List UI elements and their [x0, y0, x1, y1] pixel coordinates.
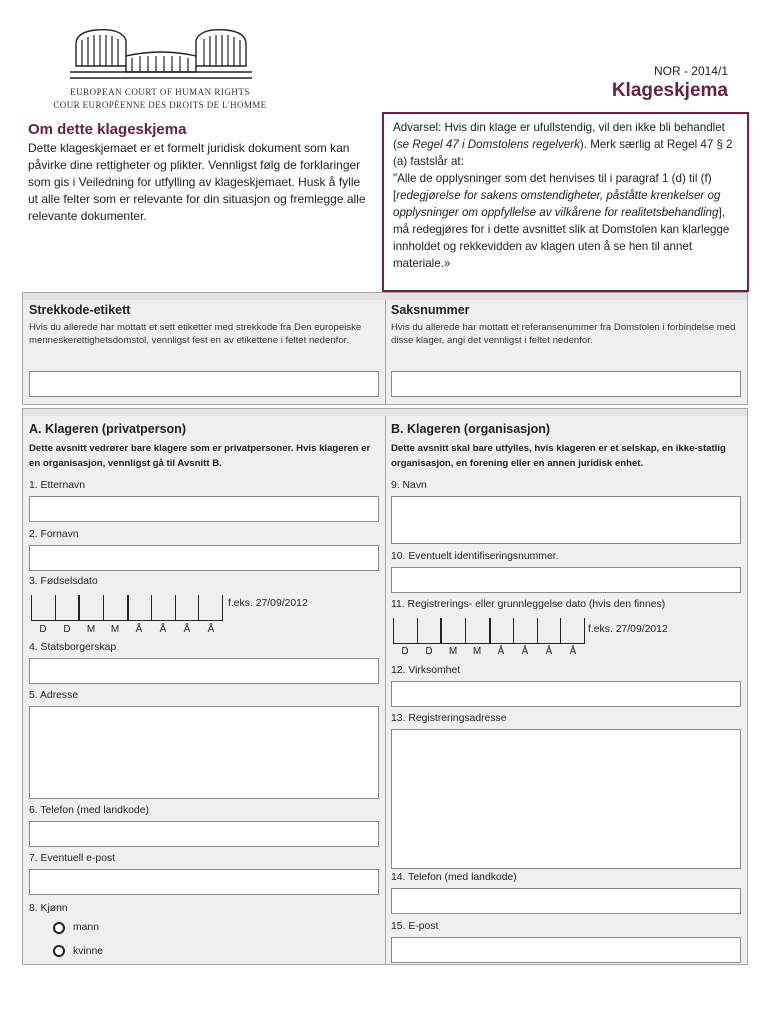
gender-male-label: mann — [73, 922, 99, 933]
surname-field[interactable] — [29, 496, 379, 522]
section-b-note: Dette avsnitt skal bare utfylles, hvis klageren er et selskap, en ikke-statlig organisasjon, en forening eller en annen juridisk enhet. — [391, 443, 726, 469]
first-name-field[interactable] — [29, 545, 379, 571]
org-phone-label: 14. Telefon (med landkode) — [391, 872, 517, 883]
case-number-title: Saksnummer — [391, 303, 470, 317]
org-email-field[interactable] — [391, 937, 741, 963]
applicant-panel — [22, 408, 748, 965]
birth-date-label: 3. Fødselsdato — [29, 576, 98, 587]
address-field[interactable] — [29, 706, 379, 799]
warning-paragraph-1: Advarsel: Hvis din klage er ufullstendig, vil den ikke bli behandlet (se Regel 47 i Domstolens regelverk). Merk særlig at Regel 47 § 2 (a) fastslår at: — [393, 121, 733, 168]
case-number-help: Hvis du allerede har mottatt et referansenummer fra Domstolen i forbindelse med disse klager, angi det vennligst i feltet nedenfor. — [391, 322, 736, 346]
org-id-field[interactable] — [391, 567, 741, 593]
form-title: Klageskjema — [611, 80, 728, 101]
barcode-label-field[interactable] — [29, 371, 379, 397]
first-name-label: 2. Fornavn — [29, 529, 79, 540]
address-label: 5. Adresse — [29, 690, 79, 701]
section-b-title: B. Klageren (organisasjon) — [391, 422, 551, 436]
org-id-label: 10. Eventuelt identifiseringsnummer. — [391, 551, 559, 562]
birth-date-format: D D M M Å Å Å Å — [39, 624, 215, 635]
gender-label: 8. Kjønn — [29, 903, 68, 914]
panel-divider — [385, 300, 386, 404]
court-logo — [40, 26, 280, 116]
form-code: NOR - 2014/1 — [653, 64, 728, 78]
case-number-field[interactable] — [391, 371, 741, 397]
gender-male-radio[interactable] — [53, 922, 65, 934]
logo-text-english: EUROPEAN COURT OF HUMAN RIGHTS — [70, 87, 250, 97]
org-phone-field[interactable] — [391, 888, 741, 914]
activity-field[interactable] — [391, 681, 741, 707]
org-name-label: 9. Navn — [391, 480, 427, 491]
court-building-icon — [66, 26, 256, 84]
section-a-title: A. Klageren (privatperson) — [29, 422, 186, 436]
gender-female-label: kvinne — [73, 946, 104, 957]
gender-female-radio[interactable] — [53, 945, 65, 957]
registration-date-example: f.eks. 27/09/2012 — [588, 624, 668, 635]
org-name-field[interactable] — [391, 496, 741, 544]
identification-panel — [22, 292, 748, 405]
org-email-label: 15. E-post — [391, 921, 439, 932]
email-label: 7. Eventuell e-post — [29, 853, 116, 864]
panel-divider — [385, 416, 386, 964]
warning-box — [382, 112, 749, 292]
registration-date-format: D D M M Å Å Å Å — [401, 646, 577, 657]
warning-paragraph-2: "Alle de opplysninger som det henvises til i paragraf 1 (d) til (f) [redegjørelse for sakens omstendigheter, påståtte krenkelser og opplysninger om oppfyllelse av vilkårene for realitetsbehandling], må redegjøres for i dette avsnittet slik at Domstolen kan klarlegge innholdet og rekkevidden av klagen uten å se hen til annet materiale.» — [393, 172, 730, 270]
section-a-note: Dette avsnitt vedrører bare klagere som er privatpersoner. Hvis klageren er en organisasjon, vennligst gå til Avsnitt B. — [29, 443, 371, 469]
nationality-label: 4. Statsborgerskap — [29, 642, 117, 653]
registered-address-label: 13. Registreringsadresse — [391, 713, 507, 724]
birth-date-example: f.eks. 27/09/2012 — [228, 598, 308, 609]
registration-date-field[interactable] — [393, 618, 585, 644]
registration-date-label: 11. Registrerings- eller grunnleggelse dato (hvis den finnes) — [391, 599, 666, 610]
nationality-field[interactable] — [29, 658, 379, 684]
birth-date-field[interactable] — [31, 595, 223, 621]
panel-header-bar — [23, 293, 747, 300]
surname-label: 1. Etternavn — [29, 480, 86, 491]
about-text: Dette klageskjemaet er et formelt juridisk dokument som kan påvirke dine rettigheter og plikter. Vennligst følg de forklaringer som gis i Veiledning for utfylling av klageskjemaet. Husk å fylle ut alle felter som er relevante for din situasjon og fremlegge alle relevante dokumenter. — [28, 141, 366, 223]
phone-field[interactable] — [29, 821, 379, 847]
registered-address-field[interactable] — [391, 729, 741, 869]
barcode-help: Hvis du allerede har mottatt et sett etiketter med strekkode fra Den europeiske menneskerettighetsdomstol, vennligst fest en av etikettene i feltet nedenfor. — [29, 322, 362, 346]
phone-label: 6. Telefon (med landkode) — [29, 805, 149, 816]
barcode-title: Strekkode-etikett — [29, 303, 131, 317]
email-field[interactable] — [29, 869, 379, 895]
activity-label: 12. Virksomhet — [391, 665, 461, 676]
panel-header-bar — [23, 409, 747, 416]
about-title: Om dette klageskjema — [28, 121, 187, 138]
logo-text-french: COUR EUROPÉENNE DES DROITS DE L'HOMME — [53, 100, 267, 110]
